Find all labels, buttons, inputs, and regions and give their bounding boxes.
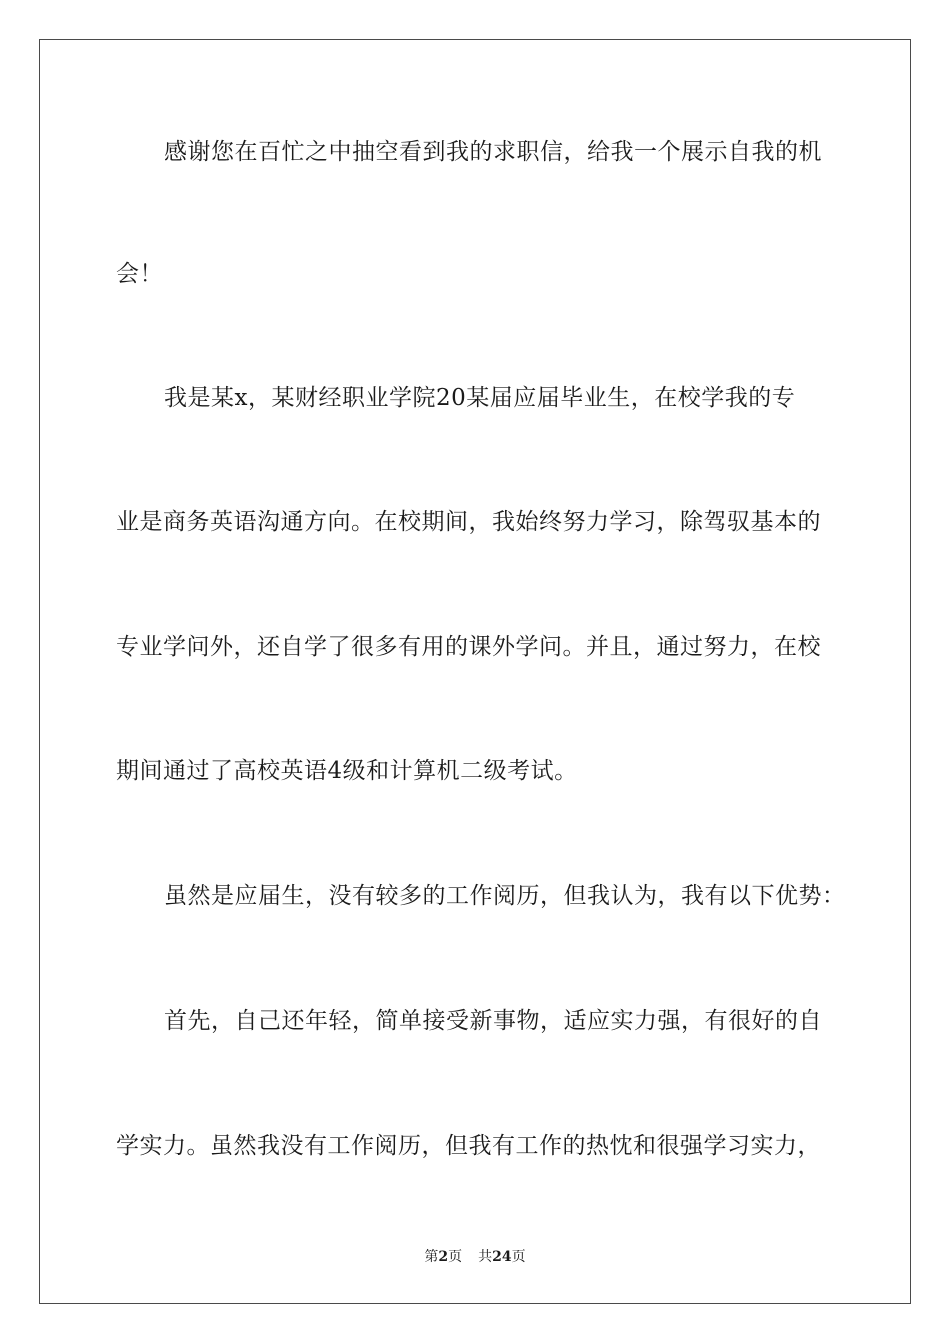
- page-number: 2: [438, 1249, 449, 1265]
- page-frame: [39, 39, 911, 1304]
- total-pages: 24: [492, 1249, 512, 1265]
- paragraph-line: 虽然是应届生，没有较多的工作阅历，但我认为，我有以下优势：: [164, 883, 846, 909]
- paragraph-line: 我是某x，某财经职业学院20某届应届毕业生，在校学我的专: [164, 385, 796, 411]
- paragraph-line: 学实力。虽然我没有工作阅历，但我有工作的热忱和很强学习实力，: [116, 1133, 821, 1159]
- total-suffix: 页: [511, 1249, 526, 1265]
- page-footer: [0, 1247, 950, 1267]
- total-prefix: 共: [478, 1249, 493, 1265]
- paragraph-line: 专业学问外，还自学了很多有用的课外学问。并且，通过努力，在校: [116, 634, 821, 660]
- paragraph-line: 首先，自己还年轻，简单接受新事物，适应实力强，有很好的自: [164, 1008, 822, 1034]
- page-suffix: 页: [448, 1249, 463, 1265]
- paragraph-line: 会！: [116, 261, 163, 287]
- paragraph-line: 感谢您在百忙之中抽空看到我的求职信，给我一个展示自我的机: [164, 139, 822, 165]
- page-prefix: 第: [424, 1249, 439, 1265]
- paragraph-line: 业是商务英语沟通方向。在校期间，我始终努力学习，除驾驭基本的: [116, 509, 821, 535]
- paragraph-line: 期间通过了高校英语4级和计算机二级考试。: [116, 758, 578, 784]
